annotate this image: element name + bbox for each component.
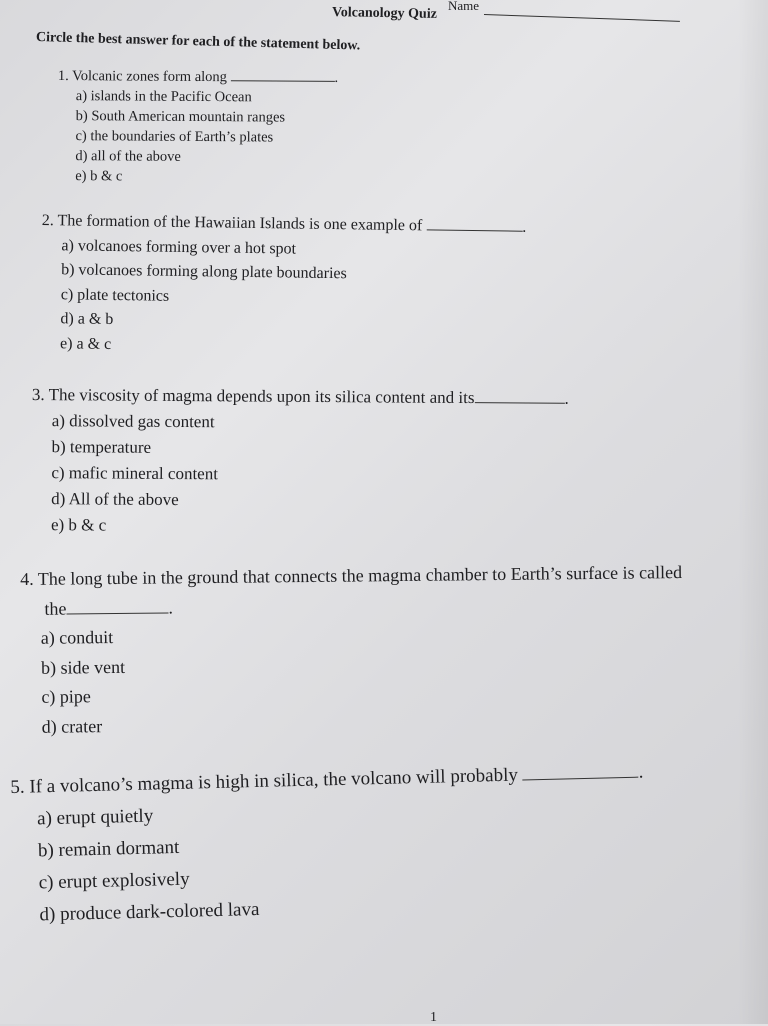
question-stem — [32, 382, 569, 412]
question-1 — [57, 66, 338, 188]
option-d[interactable]: d) produce dark-colored lava — [39, 898, 260, 926]
blank-period: . — [168, 596, 174, 617]
option-e[interactable]: e) b & c — [50, 515, 107, 535]
question-number: 1. — [57, 67, 69, 85]
option-a[interactable]: a) erupt quietly — [36, 805, 154, 830]
blank-period: . — [638, 761, 644, 783]
quiz-instructions: Circle the best answer for each of the statement below. — [35, 30, 361, 54]
name-label: Name — [448, 0, 480, 13]
answer-blank[interactable] — [474, 402, 564, 404]
option-a[interactable]: a) islands in the Pacific Ocean — [75, 88, 252, 106]
option-a[interactable]: a) dissolved gas content — [51, 411, 215, 432]
options-list — [21, 617, 684, 742]
question-text: The formation of the Hawaiian Islands is one example of — [57, 212, 423, 235]
option-d[interactable]: d) All of the above — [51, 489, 179, 510]
blank-period: . — [334, 69, 339, 86]
option-c[interactable]: c) erupt explosively — [38, 868, 190, 894]
blank-period: . — [522, 218, 527, 236]
option-c[interactable]: c) the boundaries of Earth’s plates — [75, 128, 274, 146]
question-2 — [40, 209, 527, 363]
option-b[interactable]: b) remain dormant — [37, 836, 180, 862]
blank-period: . — [564, 388, 569, 408]
answer-blank[interactable] — [426, 229, 522, 231]
question-text-line2: the — [44, 598, 67, 619]
page-number: 1 — [430, 1010, 437, 1025]
option-a[interactable]: a) volcanoes forming over a hot spot — [61, 236, 297, 258]
option-b[interactable]: b) temperature — [51, 437, 152, 457]
option-b[interactable]: b) side vent — [40, 656, 126, 678]
question-text: The long tube in the ground that connects the magma chamber to Earth’s surface is called — [37, 562, 683, 589]
option-c[interactable]: c) pipe — [41, 686, 91, 707]
name-field-line[interactable] — [484, 14, 680, 22]
question-4 — [20, 558, 684, 742]
question-stem — [58, 66, 338, 88]
question-text: If a volcano’s magma is high in silica, the volcano will probably — [29, 764, 519, 798]
question-number: 2. — [41, 211, 54, 230]
option-a[interactable]: a) conduit — [40, 627, 114, 648]
question-text: The viscosity of magma depends upon its silica content and its — [48, 385, 475, 408]
answer-blank[interactable] — [67, 612, 169, 614]
option-b[interactable]: b) volcanoes forming along plate boundaries — [61, 261, 347, 283]
option-b[interactable]: b) South American mountain ranges — [75, 108, 286, 126]
question-number: 5. — [10, 776, 25, 798]
question-number: 3. — [31, 384, 45, 405]
options-list — [11, 789, 647, 932]
quiz-title: Volcanology Quiz — [331, 5, 438, 22]
question-3 — [31, 382, 569, 542]
page-edge-shadow — [738, 0, 768, 1024]
options-list — [40, 233, 526, 362]
option-e[interactable]: e) a & c — [60, 334, 112, 353]
question-text: Volcanic zones form along — [72, 68, 227, 86]
answer-blank[interactable] — [231, 80, 335, 82]
answer-blank[interactable] — [523, 777, 639, 781]
options-list — [57, 86, 338, 188]
question-number: 4. — [20, 568, 34, 589]
option-d[interactable]: d) crater — [41, 715, 103, 737]
options-list — [31, 408, 569, 542]
option-c[interactable]: c) mafic mineral content — [51, 463, 219, 484]
option-d[interactable]: d) all of the above — [75, 148, 181, 165]
question-5 — [10, 757, 647, 932]
option-c[interactable]: c) plate tectonics — [60, 285, 170, 305]
option-e[interactable]: e) b & c — [75, 168, 123, 185]
option-d[interactable]: d) a & b — [60, 310, 114, 329]
